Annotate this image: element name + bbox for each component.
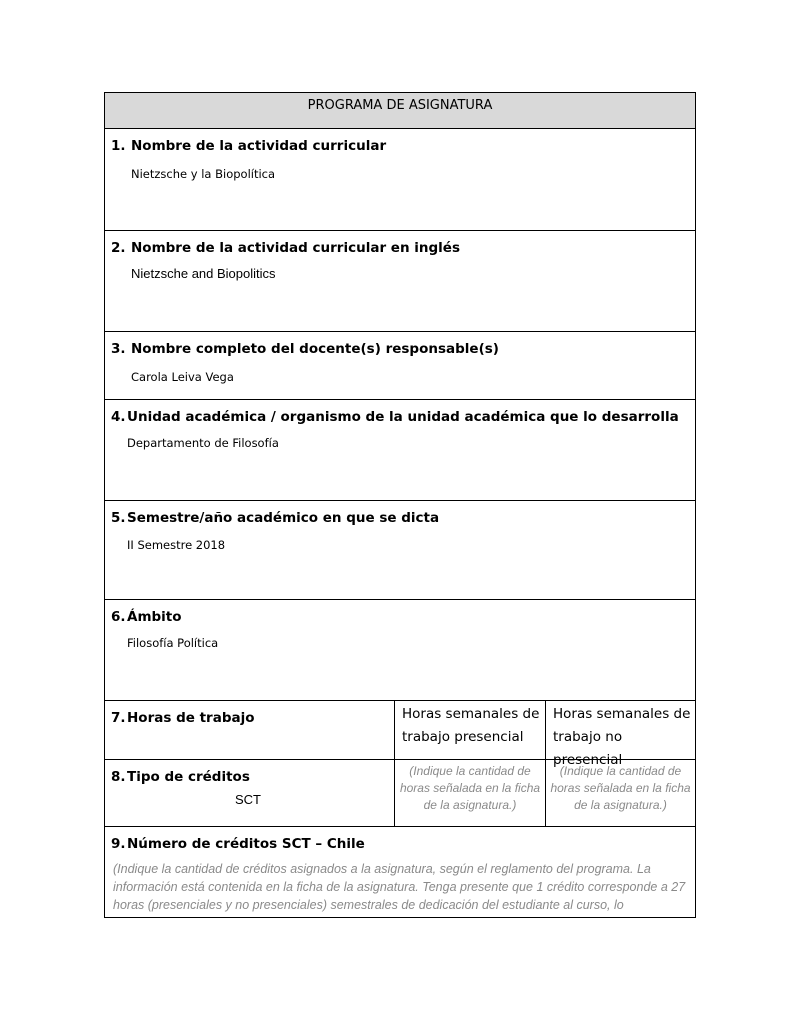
section-2-heading xyxy=(105,231,695,257)
section-4 xyxy=(105,400,695,501)
section-6-heading xyxy=(105,600,695,626)
section-6-number: 6. xyxy=(111,609,126,625)
section-2-number: 2. xyxy=(111,240,126,256)
section-1-title: Nombre de la actividad curricular xyxy=(131,138,387,154)
section-4-heading xyxy=(105,400,695,426)
section-4-number: 4. xyxy=(111,409,126,425)
section-8-label-cell xyxy=(105,760,395,826)
section-4-title: Unidad académica / organismo de la unidad académica que lo desarrolla xyxy=(127,409,679,425)
program-form xyxy=(104,92,696,918)
section-8-heading xyxy=(105,760,394,786)
hours-presencial-note: (Indique la cantidad de horas señalada en la ficha de la asignatura.) xyxy=(395,760,546,826)
section-9-number: 9. xyxy=(111,836,126,852)
section-7-label-cell xyxy=(105,701,395,759)
section-6 xyxy=(105,600,695,701)
form-title xyxy=(105,93,695,129)
section-2-title: Nombre de la actividad curricular en inglés xyxy=(131,240,460,256)
section-7-title: Horas de trabajo xyxy=(127,710,255,726)
hours-no-presencial-note: (Indique la cantidad de horas señalada en la ficha de la asignatura.) xyxy=(550,764,691,812)
section-3-number: 3. xyxy=(111,341,126,357)
section-5-heading xyxy=(105,501,695,527)
section-9-heading xyxy=(105,827,695,853)
credit-type-value: SCT xyxy=(235,792,261,807)
section-1-number: 1. xyxy=(111,138,126,154)
section-1-heading xyxy=(105,129,695,155)
hours-presencial-header: Horas semanales de trabajo presencial xyxy=(395,701,546,759)
form-title-text: PROGRAMA DE ASIGNATURA xyxy=(307,98,493,113)
section-5-title: Semestre/año académico en que se dicta xyxy=(127,510,440,526)
section-3 xyxy=(105,332,695,400)
section-5 xyxy=(105,501,695,600)
credits-instruction-note: (Indique la cantidad de créditos asignados a la asignatura, según el reglamento del programa. La información está contenida en la ficha de la asignatura. Tenga presente que 1 crédito corresponde a 27 horas (presenciales y no presenciales) semestrales de dedicación del estudiante al curso, lo xyxy=(113,862,686,912)
section-1 xyxy=(105,129,695,231)
hours-no-presencial-header: Horas semanales de trabajo no presencial xyxy=(553,706,691,768)
semester-value: II Semestre 2018 xyxy=(127,538,226,552)
section-7 xyxy=(105,701,695,768)
scope-value: Filosofía Política xyxy=(127,636,219,650)
section-8 xyxy=(105,760,695,827)
section-3-heading xyxy=(105,332,695,358)
section-9 xyxy=(105,827,695,918)
section-8-title: Tipo de créditos xyxy=(127,769,250,785)
section-6-title: Ámbito xyxy=(127,609,182,625)
section-9-title: Número de créditos SCT – Chile xyxy=(127,836,365,852)
section-5-number: 5. xyxy=(111,510,126,526)
activity-name-english-value: Nietzsche and Biopolitics xyxy=(131,266,276,281)
section-7-number: 7. xyxy=(111,710,126,726)
section-7-heading xyxy=(105,701,394,727)
section-3-title: Nombre completo del docente(s) responsable(s) xyxy=(131,341,499,357)
section-8-number: 8. xyxy=(111,769,126,785)
activity-name-value: Nietzsche y la Biopolítica xyxy=(131,167,276,181)
section-2 xyxy=(105,231,695,332)
academic-unit-value: Departamento de Filosofía xyxy=(127,436,279,450)
instructor-value: Carola Leiva Vega xyxy=(131,370,234,384)
